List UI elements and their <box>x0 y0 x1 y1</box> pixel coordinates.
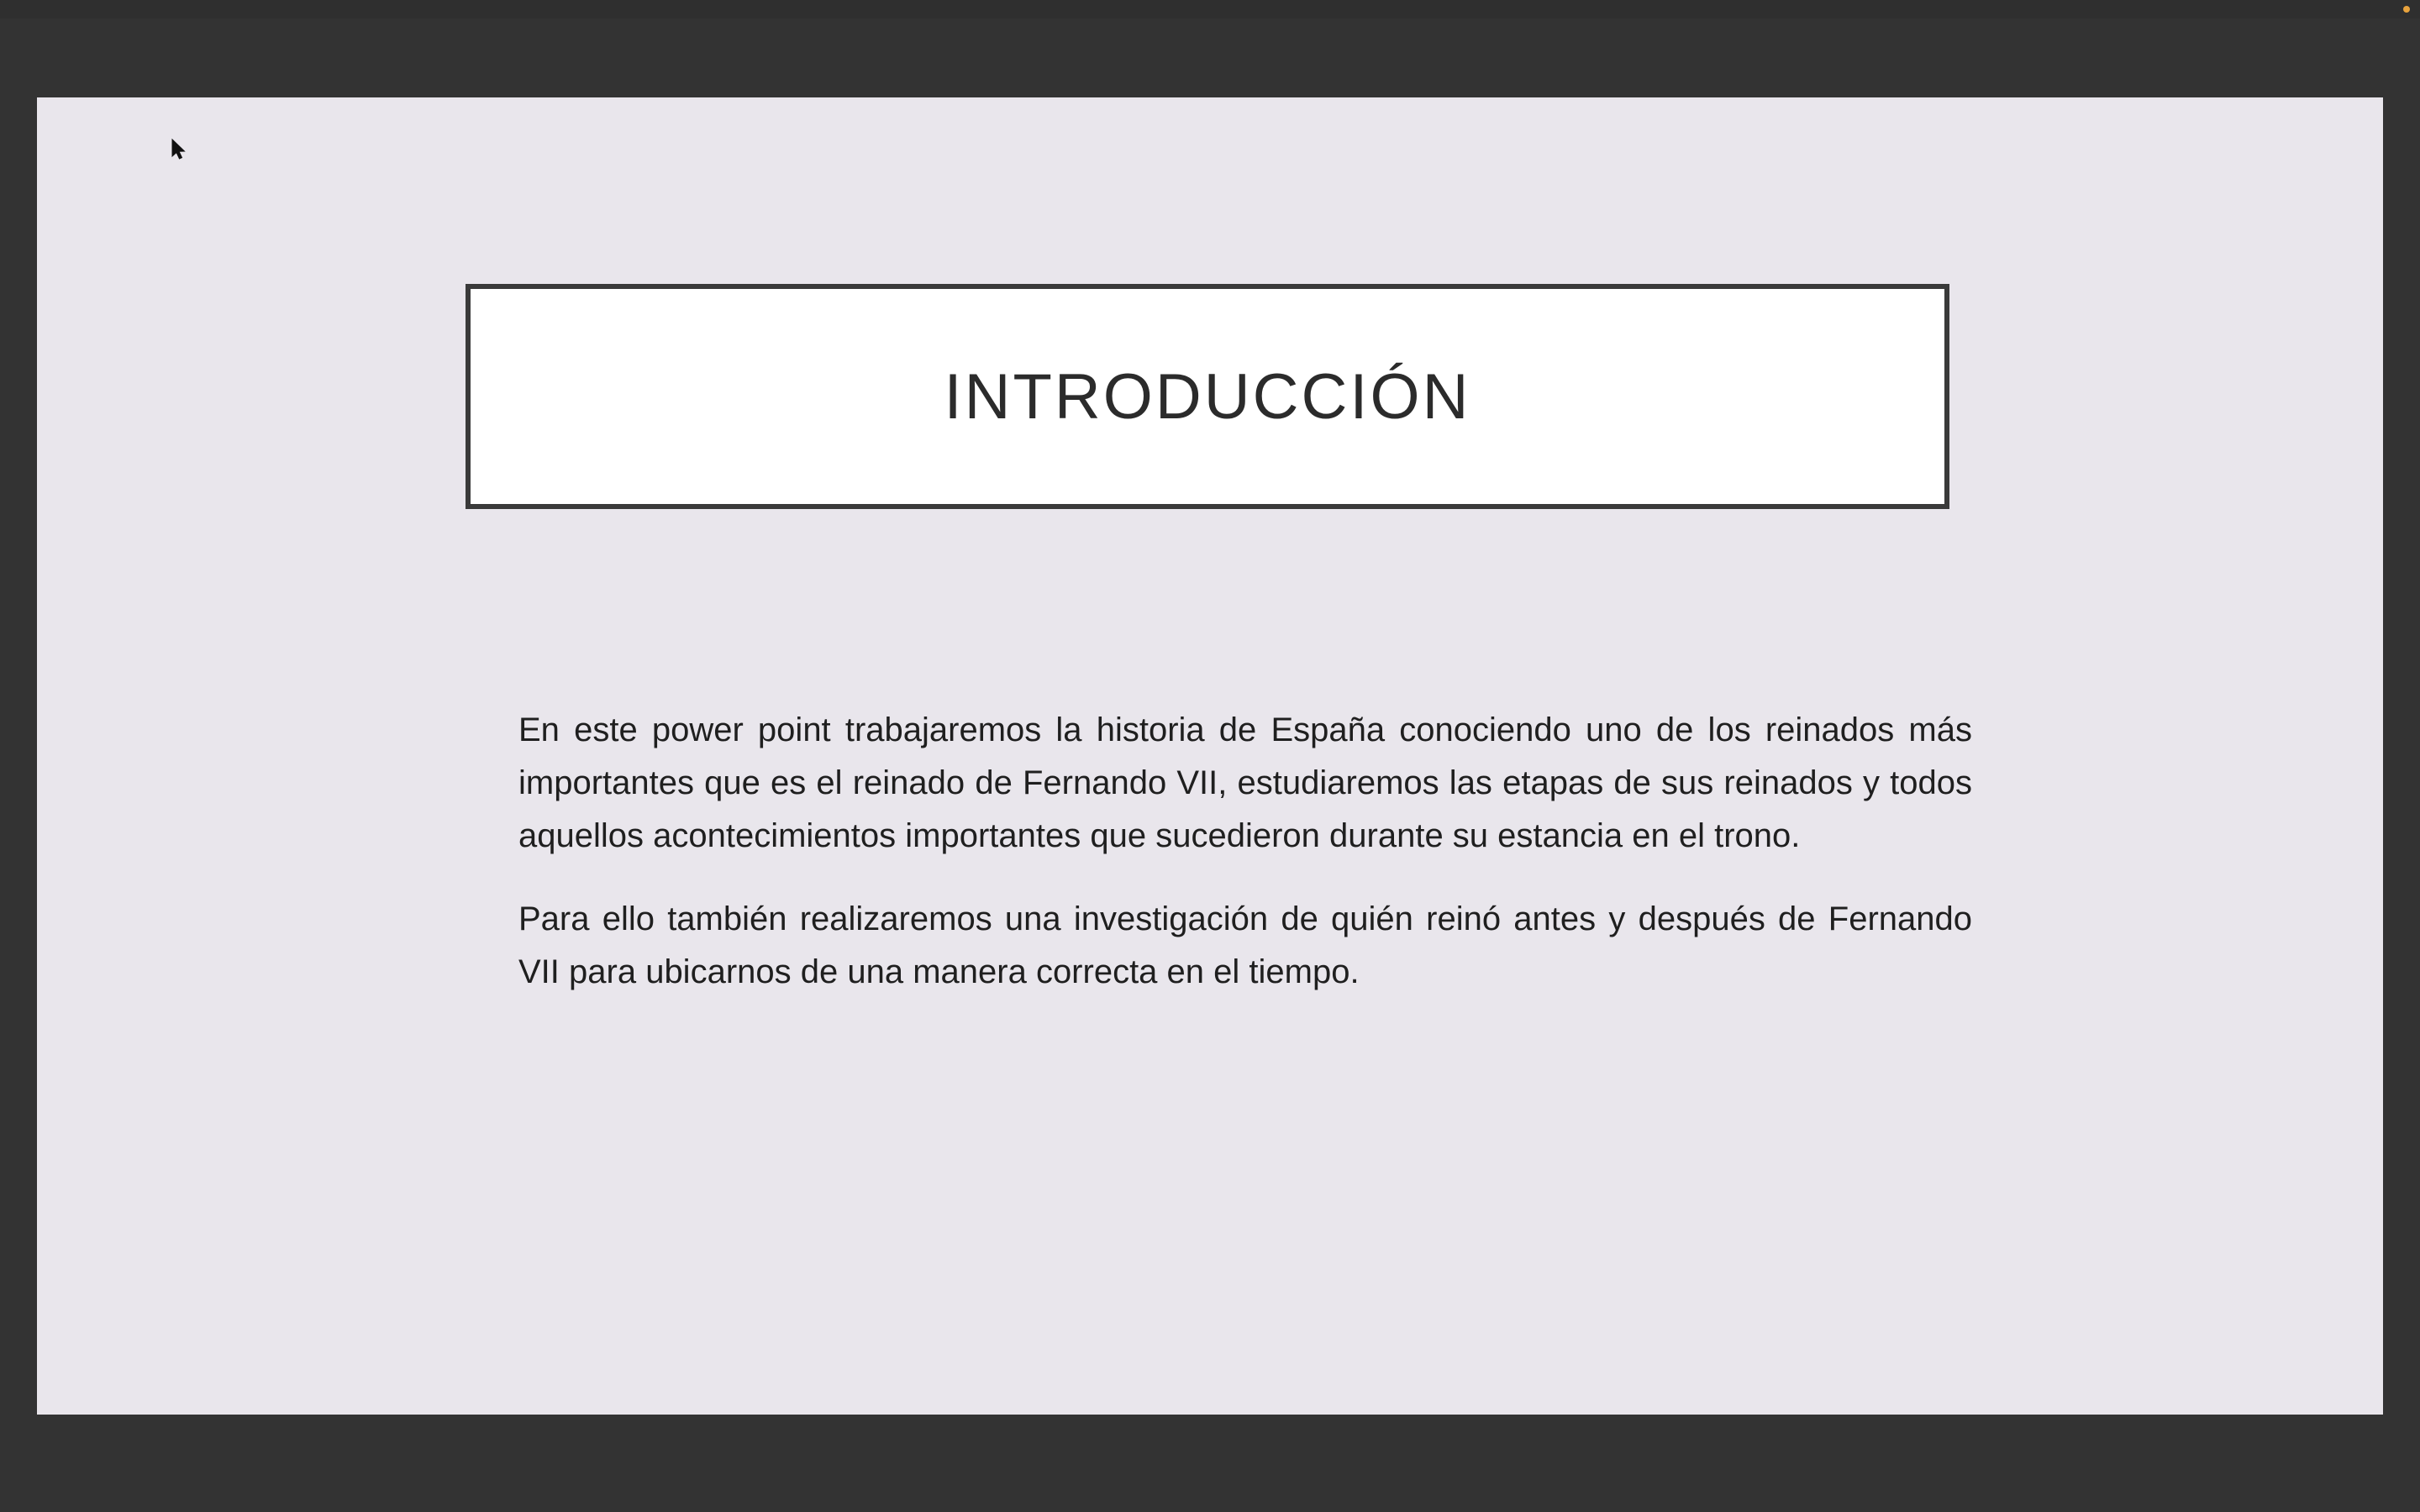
body-paragraph-1: En este power point trabajaremos la historia de España conociendo uno de los reinados más importantes que es el reinado de Fernando VII, estudiaremos las etapas de sus reinados y todos aquellos acontecimientos importantes que sucedieron durante su estancia en el trono. <box>518 711 1972 854</box>
status-indicator-dot <box>2403 6 2410 13</box>
slide-canvas[interactable] <box>37 97 2383 1415</box>
body-paragraph-2: Para ello también realizaremos una investigación de quién reinó antes y después de Fernando VII para ubicarnos de una manera correcta en el tiempo. <box>518 900 1972 990</box>
slide-title-box[interactable] <box>466 284 1949 509</box>
page-title: INTRODUCCIÓN <box>944 360 1471 433</box>
window-top-bar <box>0 0 2420 18</box>
slide-body-text[interactable] <box>518 704 1972 999</box>
